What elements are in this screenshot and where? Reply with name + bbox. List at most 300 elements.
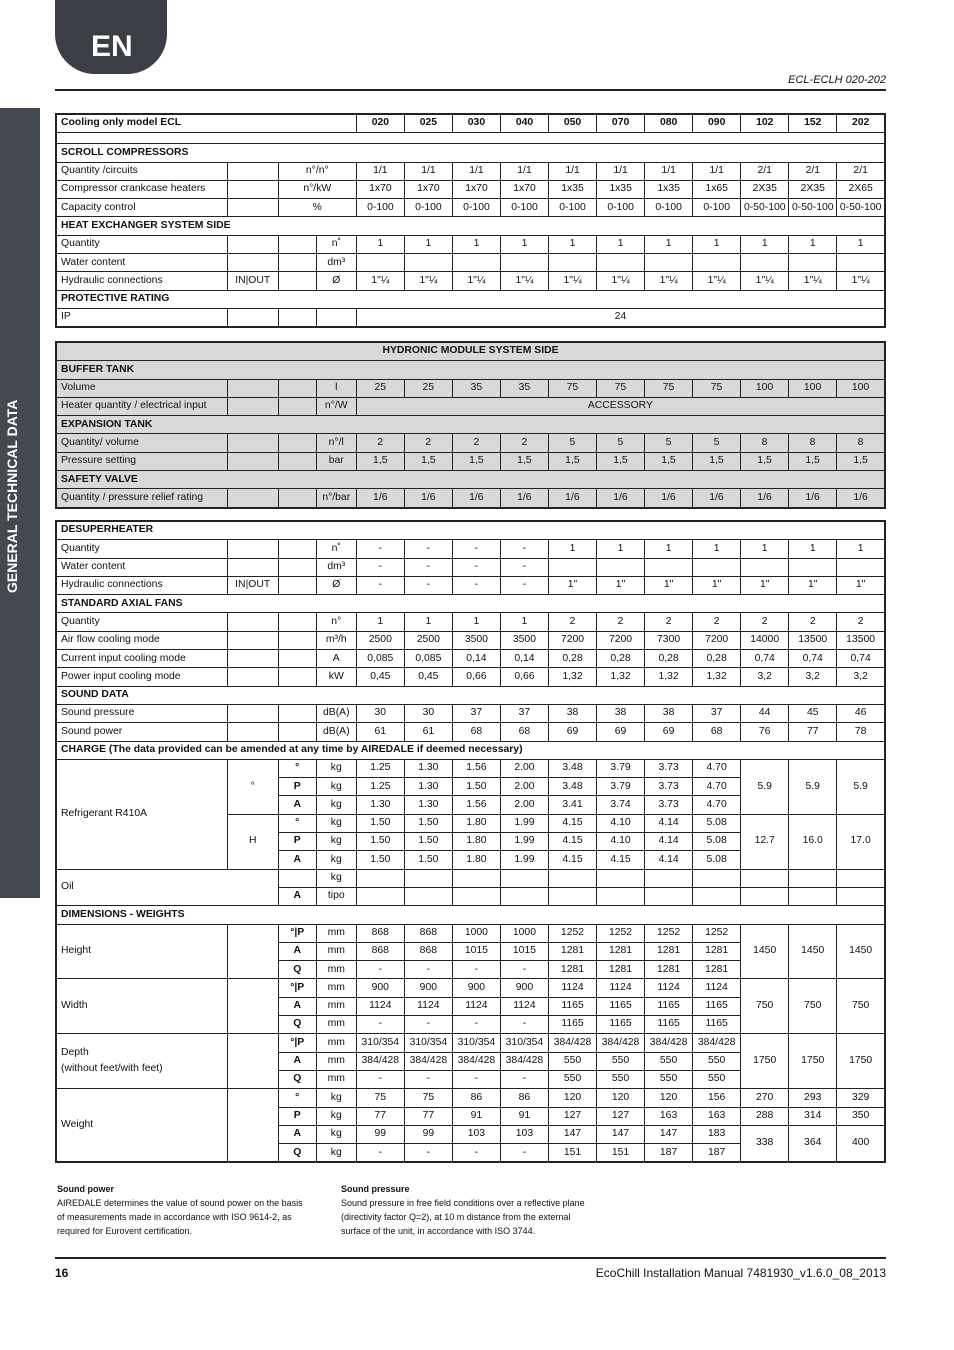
- value-cell: 2/1: [741, 162, 789, 180]
- dimension-name: Depth: [61, 1047, 89, 1059]
- oil-label: Oil: [56, 869, 278, 906]
- section-heading: STANDARD AXIAL FANS: [56, 595, 885, 613]
- value-cell: -: [452, 540, 500, 558]
- model-column-header: 025: [404, 114, 452, 133]
- value-cell: 4.10: [597, 833, 645, 851]
- value-cell: 7200: [693, 631, 741, 649]
- unit-cell: l: [316, 379, 356, 397]
- value-cell: 8: [837, 434, 885, 452]
- table-row: [56, 379, 885, 397]
- value-cell: 75: [644, 379, 692, 397]
- value-cell: 550: [693, 1070, 741, 1088]
- value-cell: 1: [356, 235, 404, 253]
- value-cell: 0,66: [500, 668, 548, 686]
- table-row: [56, 235, 885, 253]
- variant-label: P: [278, 1107, 316, 1125]
- table-cell: [278, 540, 316, 558]
- unit-cell: kg: [316, 869, 356, 887]
- value-cell: -: [500, 558, 548, 576]
- unit-cell: kg: [316, 1144, 356, 1163]
- unit-cell: n°/kW: [278, 180, 356, 198]
- value-cell: 1"¼: [597, 272, 645, 290]
- side-section-label: GENERAL TECHNICAL DATA: [4, 399, 20, 593]
- value-cell: 1,5: [404, 452, 452, 470]
- section-heading: SAFETY VALVE: [56, 471, 885, 489]
- value-cell: 2: [693, 613, 741, 631]
- table-cell: [278, 723, 316, 741]
- unit-cell: kg: [316, 778, 356, 796]
- value-cell: 550: [645, 1070, 693, 1088]
- weight-label: Weight: [56, 1089, 227, 1163]
- variant-label: °|P: [278, 1034, 316, 1052]
- row-label: Quantity/ volume: [56, 434, 227, 452]
- value-cell: 0,74: [789, 650, 837, 668]
- value-cell: [693, 558, 741, 576]
- value-cell: 46: [837, 704, 885, 722]
- value-cell: -: [500, 1144, 548, 1163]
- value-cell: 1/1: [356, 162, 404, 180]
- value-cell: [404, 869, 452, 887]
- unit-cell: A: [316, 650, 356, 668]
- value-cell: [452, 254, 500, 272]
- value-cell: 1165: [597, 997, 645, 1015]
- value-cell: 86: [452, 1089, 500, 1107]
- merged-value: 750: [789, 979, 837, 1034]
- section-heading: HEAT EXCHANGER SYSTEM SIDE: [56, 217, 885, 235]
- value-cell: 0-100: [356, 199, 404, 217]
- value-cell: 384/428: [452, 1052, 500, 1070]
- value-cell: 1165: [597, 1016, 645, 1034]
- row-label: Sound pressure: [56, 704, 227, 722]
- compressor-table: [55, 113, 886, 328]
- table-cell: [227, 1034, 278, 1089]
- variant-label: A: [278, 796, 316, 814]
- value-cell: [645, 869, 693, 887]
- value-cell: 1.30: [356, 796, 404, 814]
- value-cell: 30: [356, 704, 404, 722]
- page-number: 16: [55, 1266, 69, 1280]
- value-cell: 1/1: [500, 162, 548, 180]
- value-cell: 100: [837, 379, 885, 397]
- value-cell: 2X65: [837, 180, 885, 198]
- value-cell: 1x70: [404, 180, 452, 198]
- value-cell: 68: [500, 723, 548, 741]
- value-cell: 1.56: [452, 796, 500, 814]
- value-cell: 1000: [500, 924, 548, 942]
- value-cell: 1124: [597, 979, 645, 997]
- row-label: Quantity: [56, 540, 227, 558]
- value-cell: 68: [693, 723, 741, 741]
- value-cell: -: [356, 1144, 404, 1163]
- table-row: [56, 489, 885, 508]
- value-cell: 900: [356, 979, 404, 997]
- value-cell: [645, 887, 693, 905]
- table-row: [56, 361, 885, 379]
- spacer: [56, 133, 885, 144]
- table-row: [56, 217, 885, 235]
- table-cell: [278, 308, 316, 327]
- variant-label: °: [278, 814, 316, 832]
- value-cell: 1: [549, 235, 597, 253]
- unit-cell: kg: [316, 814, 356, 832]
- value-cell: 1/1: [645, 162, 693, 180]
- value-cell: [549, 254, 597, 272]
- model-column-header: 080: [645, 114, 693, 133]
- value-cell: 1,5: [356, 452, 404, 470]
- value-cell: 1"¼: [645, 272, 693, 290]
- value-cell: 37: [500, 704, 548, 722]
- value-cell: 5.08: [693, 851, 741, 869]
- value-cell: 91: [452, 1107, 500, 1125]
- value-cell: 314: [789, 1107, 837, 1125]
- value-cell: 1: [452, 235, 500, 253]
- value-cell: 7200: [597, 631, 645, 649]
- value-cell: 1": [645, 576, 693, 594]
- value-cell: -: [452, 1016, 500, 1034]
- table-cell: [227, 723, 278, 741]
- value-cell: 37: [693, 704, 741, 722]
- table-row: [56, 342, 885, 361]
- section-heading: PROTECTIVE RATING: [56, 290, 885, 308]
- value-cell: 1000: [452, 924, 500, 942]
- unit-cell: kg: [316, 796, 356, 814]
- value-cell: 1.30: [404, 778, 452, 796]
- value-cell: 1165: [548, 1016, 596, 1034]
- value-cell: 2/1: [789, 162, 837, 180]
- unit-cell: n°/n°: [278, 162, 356, 180]
- table-row: [56, 434, 885, 452]
- value-cell: [741, 558, 789, 576]
- merged-value: 364: [789, 1125, 837, 1162]
- value-cell: 1"¼: [500, 272, 548, 290]
- language-tab: [55, 0, 167, 74]
- value-cell: [645, 558, 693, 576]
- variant-label: °: [278, 759, 316, 777]
- value-cell: -: [500, 1070, 548, 1088]
- value-cell: 1.99: [500, 833, 548, 851]
- value-cell: 3.48: [548, 759, 596, 777]
- model-header-label: Cooling only model ECL: [56, 114, 356, 133]
- value-cell: 550: [597, 1052, 645, 1070]
- value-cell: 1x35: [597, 180, 645, 198]
- table-cell: [227, 979, 278, 1034]
- value-cell: 1,5: [644, 452, 692, 470]
- table-row: [56, 741, 885, 759]
- value-cell: 384/428: [548, 1034, 596, 1052]
- value-cell: [837, 869, 885, 887]
- language-code: EN: [91, 30, 133, 63]
- value-cell: -: [356, 576, 404, 594]
- value-cell: [548, 558, 596, 576]
- value-cell: 1"¼: [549, 272, 597, 290]
- value-cell: 5: [644, 434, 692, 452]
- section-heading: BUFFER TANK: [56, 361, 885, 379]
- value-cell: [548, 887, 596, 905]
- value-cell: 329: [837, 1089, 885, 1107]
- table-cell: [278, 631, 316, 649]
- value-cell: 1: [645, 235, 693, 253]
- value-cell: 4.14: [645, 833, 693, 851]
- value-cell: 0,28: [548, 650, 596, 668]
- value-cell: 1/1: [549, 162, 597, 180]
- value-cell: 61: [356, 723, 404, 741]
- value-cell: -: [500, 576, 548, 594]
- spanned-value: ACCESSORY: [356, 397, 885, 415]
- value-cell: 3.73: [645, 796, 693, 814]
- value-cell: -: [452, 1070, 500, 1088]
- value-cell: -: [500, 961, 548, 979]
- value-cell: 1281: [693, 942, 741, 960]
- value-cell: 1015: [500, 942, 548, 960]
- note-line: AIREDALE determines the value of sound power on the basis: [57, 1198, 303, 1208]
- variant-label: °: [278, 1089, 316, 1107]
- table-cell: [227, 668, 278, 686]
- value-cell: 5.08: [693, 833, 741, 851]
- value-cell: 151: [548, 1144, 596, 1163]
- value-cell: 0,28: [597, 650, 645, 668]
- value-cell: 1.50: [452, 778, 500, 796]
- value-cell: 1": [741, 576, 789, 594]
- value-cell: 293: [789, 1089, 837, 1107]
- value-cell: 37: [452, 704, 500, 722]
- value-cell: 1/6: [837, 489, 885, 508]
- value-cell: 2: [356, 434, 404, 452]
- value-cell: 69: [597, 723, 645, 741]
- unit-cell: m³/h: [316, 631, 356, 649]
- value-cell: [741, 254, 789, 272]
- value-cell: 1/6: [692, 489, 740, 508]
- value-cell: 38: [597, 704, 645, 722]
- value-cell: 868: [404, 924, 452, 942]
- value-cell: 0-100: [645, 199, 693, 217]
- value-cell: 1,5: [789, 452, 837, 470]
- value-cell: 1/6: [644, 489, 692, 508]
- table-row: [56, 540, 885, 558]
- value-cell: 2X35: [789, 180, 837, 198]
- value-cell: [789, 869, 837, 887]
- value-cell: 2/1: [837, 162, 885, 180]
- value-cell: 0-50-100: [837, 199, 885, 217]
- value-cell: 1.25: [356, 759, 404, 777]
- value-cell: -: [404, 558, 452, 576]
- model-column-header: 020: [356, 114, 404, 133]
- value-cell: 75: [692, 379, 740, 397]
- table-cell: [227, 254, 278, 272]
- value-cell: 1: [693, 235, 741, 253]
- value-cell: 1: [693, 540, 741, 558]
- value-cell: 868: [356, 942, 404, 960]
- merged-value: 1450: [741, 924, 789, 979]
- value-cell: [356, 869, 404, 887]
- value-cell: 1124: [548, 979, 596, 997]
- value-cell: 44: [741, 704, 789, 722]
- row-label: Water content: [56, 558, 227, 576]
- value-cell: 2: [548, 613, 596, 631]
- value-cell: 187: [645, 1144, 693, 1163]
- value-cell: 1.50: [404, 814, 452, 832]
- value-cell: 1,32: [693, 668, 741, 686]
- row-label: Water content: [56, 254, 227, 272]
- value-cell: 1"¼: [693, 272, 741, 290]
- value-cell: 1": [693, 576, 741, 594]
- value-cell: 7300: [645, 631, 693, 649]
- value-cell: 25: [404, 379, 452, 397]
- table-cell: [278, 397, 316, 415]
- merged-value: 1750: [837, 1034, 885, 1089]
- value-cell: 1"¼: [837, 272, 885, 290]
- value-cell: 1165: [693, 1016, 741, 1034]
- value-cell: 1: [500, 613, 548, 631]
- unit-cell: mm: [316, 1016, 356, 1034]
- value-cell: 1/6: [500, 489, 548, 508]
- value-cell: 147: [645, 1125, 693, 1143]
- value-cell: -: [452, 576, 500, 594]
- table-row: [56, 1089, 885, 1107]
- value-cell: 3.41: [548, 796, 596, 814]
- section-heading: SCROLL COMPRESSORS: [56, 144, 885, 162]
- table-cell: [227, 1089, 278, 1163]
- value-cell: 900: [500, 979, 548, 997]
- value-cell: 1281: [548, 942, 596, 960]
- row-label: Volume: [56, 379, 227, 397]
- value-cell: 0-100: [452, 199, 500, 217]
- value-cell: 2.00: [500, 796, 548, 814]
- value-cell: 0,66: [452, 668, 500, 686]
- dimension-subtitle: (without feet/with feet): [61, 1063, 163, 1075]
- merged-value: 400: [837, 1125, 885, 1162]
- hydronic-table: [55, 341, 886, 509]
- value-cell: 550: [645, 1052, 693, 1070]
- table-cell: [278, 379, 316, 397]
- value-cell: 147: [597, 1125, 645, 1143]
- value-cell: 1252: [597, 924, 645, 942]
- document-code: ECL-ECLH 020-202: [788, 74, 886, 86]
- value-cell: 120: [548, 1089, 596, 1107]
- value-cell: 120: [597, 1089, 645, 1107]
- value-cell: 2: [404, 434, 452, 452]
- note-line: required for Eurovent certification.: [57, 1226, 193, 1236]
- value-cell: 384/428: [500, 1052, 548, 1070]
- value-cell: 1,5: [596, 452, 644, 470]
- value-cell: 310/354: [356, 1034, 404, 1052]
- table-cell: [278, 576, 316, 594]
- value-cell: 1/6: [356, 489, 404, 508]
- table-cell: [278, 613, 316, 631]
- value-cell: 0-50-100: [789, 199, 837, 217]
- value-cell: 1x70: [500, 180, 548, 198]
- fans-sound-charge-table: [55, 520, 886, 1163]
- table-cell: [227, 558, 278, 576]
- value-cell: 1.56: [452, 759, 500, 777]
- note-sound-pressure: [341, 1182, 585, 1238]
- table-row: [56, 613, 885, 631]
- section-heading: SOUND DATA: [56, 686, 885, 704]
- value-cell: [404, 254, 452, 272]
- value-cell: 1.50: [404, 851, 452, 869]
- value-cell: 1/6: [596, 489, 644, 508]
- value-cell: 0-100: [549, 199, 597, 217]
- unit-cell: mm: [316, 924, 356, 942]
- value-cell: -: [356, 1016, 404, 1034]
- value-cell: 550: [548, 1052, 596, 1070]
- table-cell: [227, 434, 278, 452]
- value-cell: 5: [596, 434, 644, 452]
- value-cell: 1165: [645, 1016, 693, 1034]
- value-cell: 1252: [645, 924, 693, 942]
- value-cell: 14000: [741, 631, 789, 649]
- value-cell: 0,14: [500, 650, 548, 668]
- value-cell: 0,74: [837, 650, 885, 668]
- table-row: [56, 576, 885, 594]
- unit-cell: kg: [316, 833, 356, 851]
- row-label: Capacity control: [56, 199, 227, 217]
- table-cell: [227, 489, 278, 508]
- value-cell: 75: [404, 1089, 452, 1107]
- unit-cell: %: [278, 199, 356, 217]
- value-cell: 1: [597, 235, 645, 253]
- row-label: Quantity / pressure relief rating: [56, 489, 227, 508]
- table-row: [56, 180, 885, 198]
- value-cell: 0,28: [645, 650, 693, 668]
- section-heading: CHARGE (The data provided can be amended at any time by AIREDALE if deemed necessary): [56, 741, 885, 759]
- value-cell: 4.10: [597, 814, 645, 832]
- variant-label: A: [278, 887, 316, 905]
- value-cell: 69: [645, 723, 693, 741]
- row-label: Compressor crankcase heaters: [56, 180, 227, 198]
- value-cell: 288: [741, 1107, 789, 1125]
- table-row: [56, 144, 885, 162]
- value-cell: 550: [597, 1070, 645, 1088]
- table-cell: [278, 558, 316, 576]
- value-cell: 0,14: [452, 650, 500, 668]
- variant-label: P: [278, 833, 316, 851]
- table-cell: [227, 199, 278, 217]
- value-cell: 1"¼: [789, 272, 837, 290]
- value-cell: 1"¼: [452, 272, 500, 290]
- variant-label: Q: [278, 1070, 316, 1088]
- value-cell: -: [500, 1016, 548, 1034]
- table-cell: [278, 704, 316, 722]
- value-cell: 0,085: [404, 650, 452, 668]
- value-cell: 77: [789, 723, 837, 741]
- value-cell: 5.08: [693, 814, 741, 832]
- value-cell: 120: [645, 1089, 693, 1107]
- value-cell: 13500: [837, 631, 885, 649]
- value-cell: 38: [645, 704, 693, 722]
- table-cell: [227, 397, 278, 415]
- hydronic-title: HYDRONIC MODULE SYSTEM SIDE: [56, 342, 885, 361]
- table-row: [56, 416, 885, 434]
- value-cell: -: [356, 558, 404, 576]
- value-cell: 4.15: [548, 851, 596, 869]
- value-cell: 1/1: [693, 162, 741, 180]
- variant-label: [278, 869, 316, 887]
- value-cell: 3.48: [548, 778, 596, 796]
- note-title: Sound power: [57, 1184, 114, 1194]
- value-cell: 1"¼: [404, 272, 452, 290]
- merged-value: 1750: [741, 1034, 789, 1089]
- merged-value: 750: [837, 979, 885, 1034]
- value-cell: 1.30: [404, 796, 452, 814]
- table-row: [56, 290, 885, 308]
- value-cell: 1,5: [452, 452, 500, 470]
- dimension-label: [56, 924, 227, 979]
- value-cell: 3.79: [597, 759, 645, 777]
- value-cell: 1/6: [548, 489, 596, 508]
- value-cell: 99: [356, 1125, 404, 1143]
- table-cell: [278, 650, 316, 668]
- table-cell: [227, 235, 278, 253]
